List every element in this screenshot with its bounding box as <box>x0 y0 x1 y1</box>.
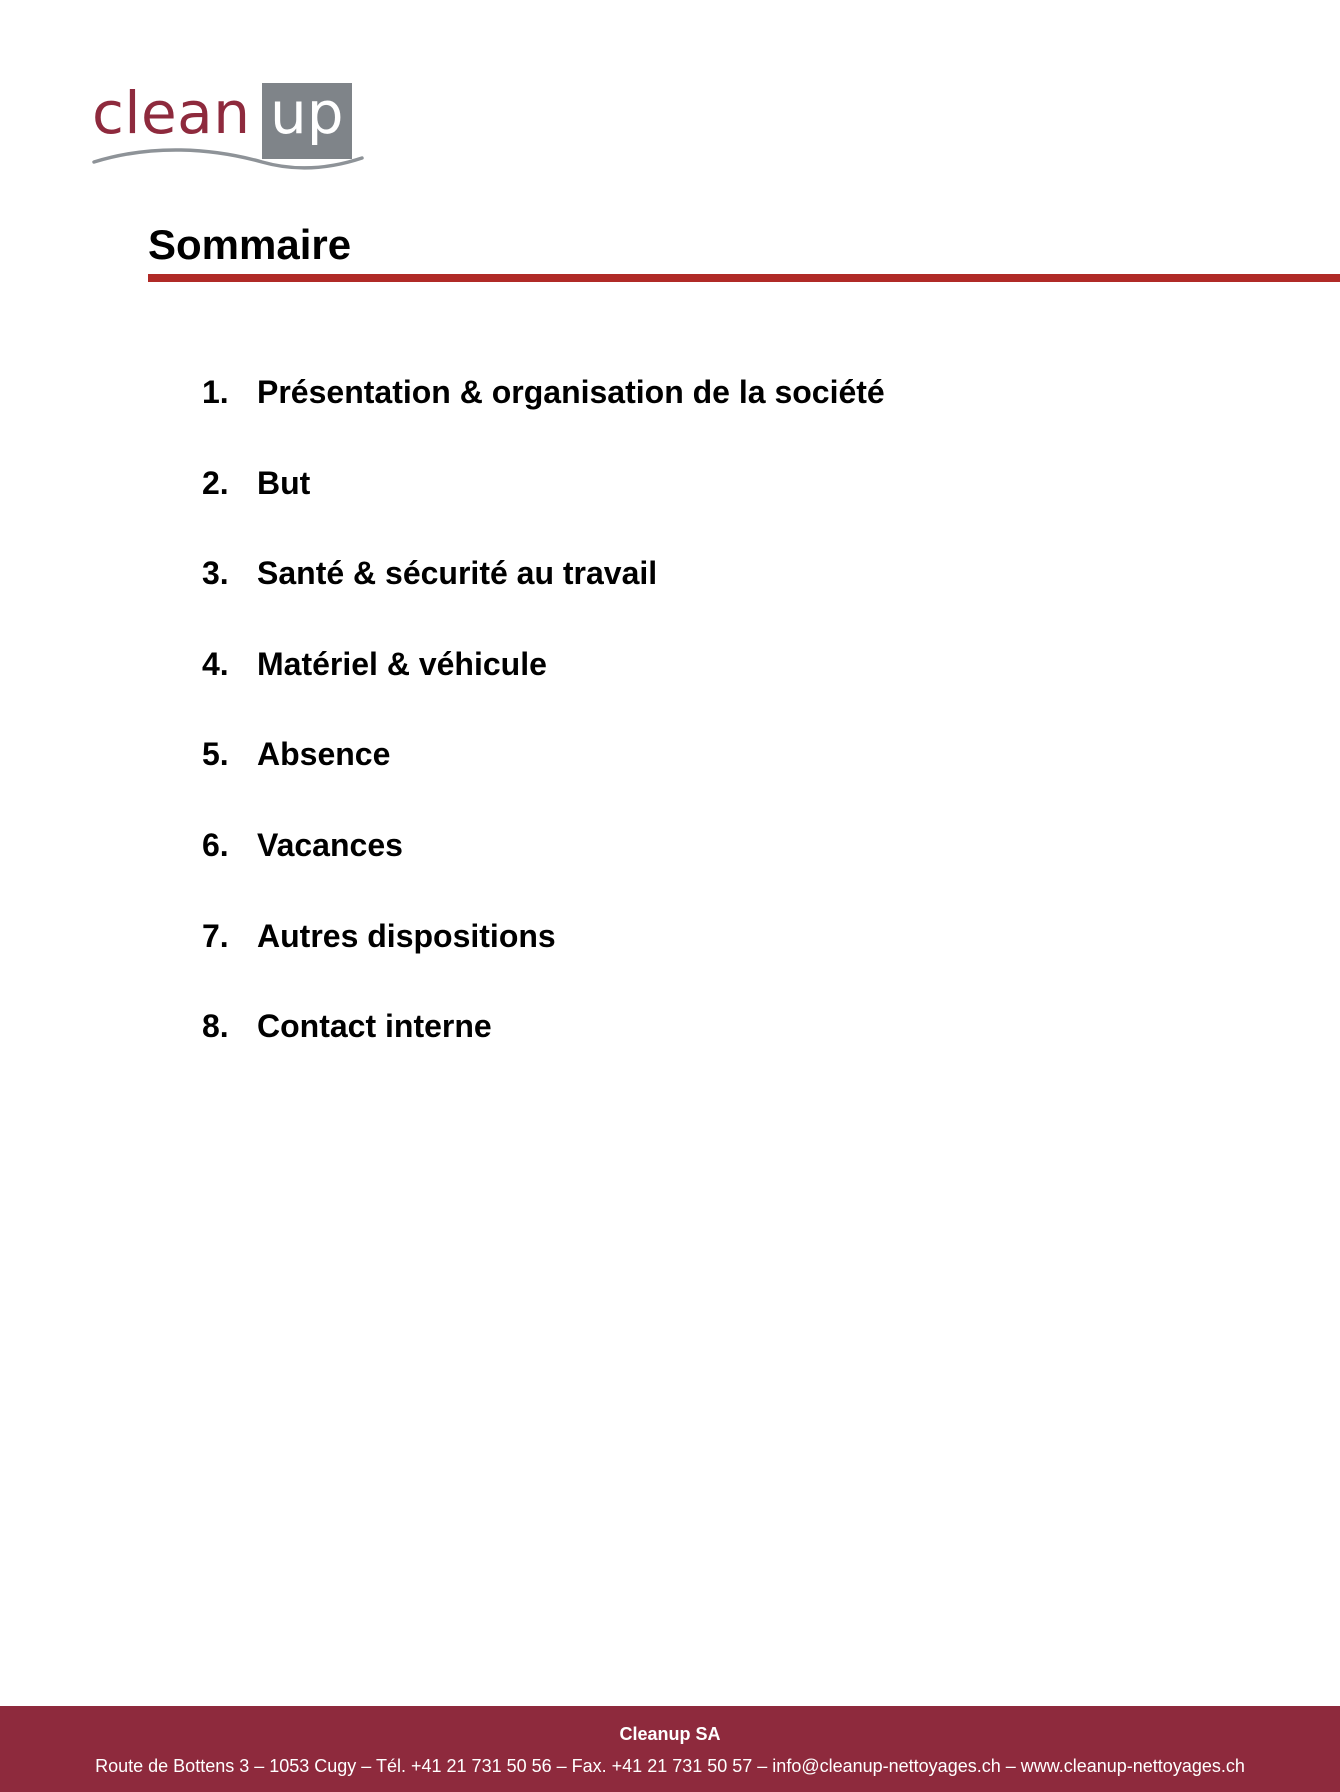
toc-item-number: 6. <box>202 826 229 863</box>
toc-item-number: 4. <box>202 645 229 682</box>
toc-item-number: 1. <box>202 374 229 410</box>
toc-item <box>202 461 885 552</box>
toc-item <box>202 732 885 823</box>
toc-item <box>202 370 885 461</box>
toc-item-label: Matériel & véhicule <box>257 645 547 682</box>
toc-item-number: 2. <box>202 464 229 501</box>
table-of-contents <box>202 370 885 1095</box>
logo-word-clean: clean <box>92 79 251 147</box>
company-logo <box>92 80 364 178</box>
toc-item-label: Présentation & organisation de la société <box>257 374 885 410</box>
toc-item <box>202 823 885 914</box>
toc-item-label: Vacances <box>257 826 403 863</box>
toc-item-label: Santé & sécurité au travail <box>257 555 658 592</box>
footer-contact-line: Route de Bottens 3 – 1053 Cugy – Tél. +41 21 731 50 56 – Fax. +41 21 731 50 57 – info@cleanup-nettoyages.ch – www.cleanup-nettoyages.ch <box>95 1756 1245 1776</box>
toc-item-number: 3. <box>202 555 229 592</box>
toc-item-label: Autres dispositions <box>257 917 556 954</box>
logo-word-up: up <box>270 79 344 147</box>
toc-item <box>202 1004 885 1095</box>
toc-item <box>202 914 885 1005</box>
toc-item <box>202 642 885 733</box>
toc-item-label: Contact interne <box>257 1008 492 1045</box>
toc-item-number: 5. <box>202 736 229 773</box>
toc-item-label: Absence <box>257 736 391 773</box>
toc-item-number: 7. <box>202 917 229 954</box>
toc-item-number: 8. <box>202 1008 229 1045</box>
title-underline <box>148 274 1340 282</box>
logo-swoosh-icon <box>92 140 364 178</box>
toc-item-label: But <box>257 464 311 501</box>
toc-item <box>202 551 885 642</box>
footer-company-name: Cleanup SA <box>619 1724 721 1744</box>
page-footer <box>0 1706 1340 1792</box>
page-title: Sommaire <box>148 221 352 268</box>
